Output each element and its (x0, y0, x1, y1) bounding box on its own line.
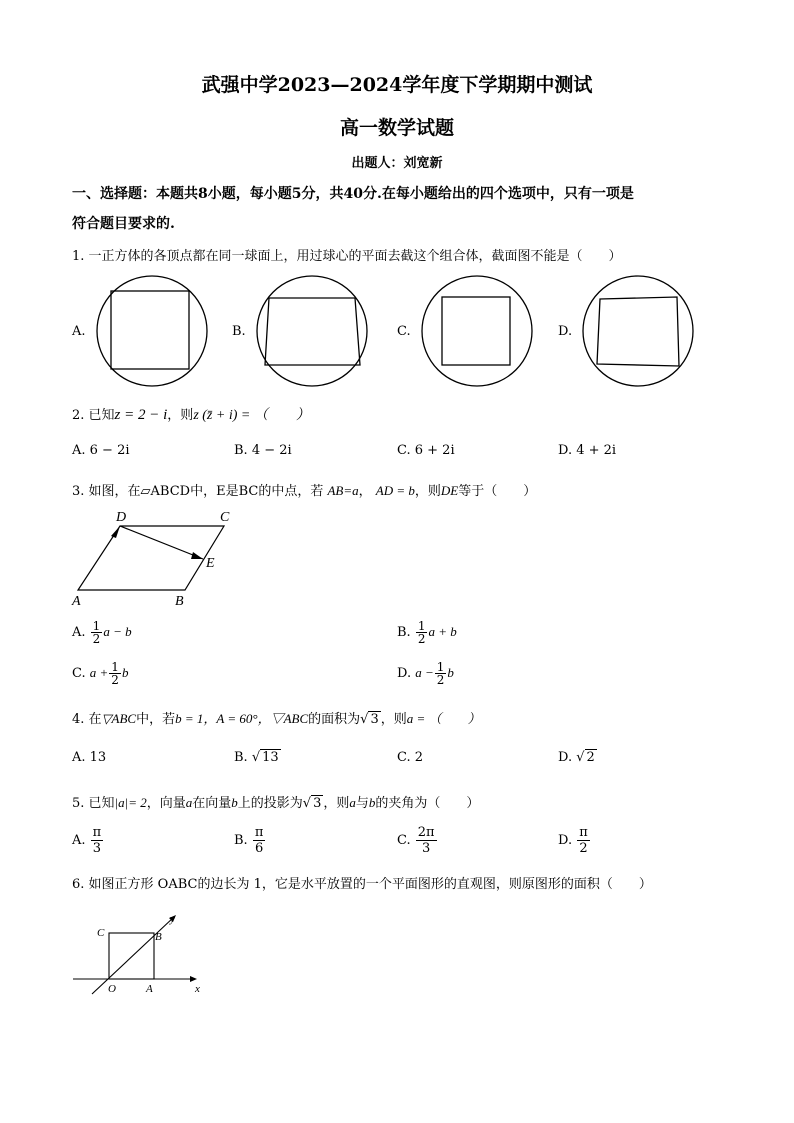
sphere-circle (422, 276, 532, 386)
q5-stem-d: 上的投影为 (237, 796, 303, 811)
q5-option-d (558, 825, 591, 856)
q2-option-c: C. 6 + 2i (397, 443, 455, 458)
q3-option-a-half (91, 620, 103, 645)
q3-stem-b: E是BC的中点，若 (216, 484, 324, 499)
q2-prefix: 2. 已知 (72, 408, 115, 423)
frac-num: 2π (417, 825, 435, 840)
q5-stem-b: ，向量 (146, 796, 186, 811)
sphere-circle (257, 276, 367, 386)
q5-stem-f: 与 (355, 796, 369, 811)
q6-stem: 6. 如图正方形 OABC的边长为 1，它是水平放置的一个平面图形的直观图，则原图形的面积（ ） (72, 877, 652, 892)
q3-option-b-half (416, 620, 428, 645)
q5-option-b-label: B. (234, 833, 248, 848)
q5-option-d-frac (577, 825, 590, 856)
section-square (442, 297, 510, 365)
q4-conditions: b = 1，A = 60°， (175, 711, 271, 726)
q5-option-c (397, 825, 438, 856)
q4-option-a: A. 13 (72, 750, 107, 765)
q2-expression: z (z̄ + i) = （ ） (193, 408, 310, 423)
q2-option-a: A. 6 − 2i (72, 443, 130, 458)
label-o: O (108, 983, 116, 995)
section-square (111, 291, 189, 369)
q1-option-d-figure (581, 275, 695, 387)
q4-option-d-value: 2 (586, 750, 595, 765)
frac-den: 6 (254, 841, 264, 856)
half-den: 2 (436, 673, 445, 687)
q5-projection: 3 (313, 796, 322, 811)
q4-stem: 4. 在▽ABC中，若b = 1，A = 60°，▽ABC的面积为√ 3 ，则a = （ ） (72, 711, 481, 727)
q3-option-d-label: D. (397, 666, 412, 681)
label-e: E (206, 556, 215, 571)
q4-triangle-2: ▽ABC (270, 711, 309, 726)
q4-stem-b: 中，若 (136, 712, 176, 727)
q4-option-d-label: D. (558, 750, 573, 765)
q4-area: 3 (370, 712, 379, 727)
sphere-circle (583, 276, 693, 386)
q5-option-c-frac (416, 825, 437, 856)
q3-option-c (72, 661, 128, 686)
q5-stem-c: 在向量 (192, 796, 232, 811)
q5-option-d-label: D. (558, 833, 573, 848)
q5-vector-b: b (231, 795, 238, 810)
frac-den: 2 (579, 841, 588, 856)
q4-option-b: B. √ 13 (234, 750, 279, 765)
q5-vector-a-2: a (349, 795, 356, 810)
half-num: 1 (111, 660, 119, 674)
q4-stem-c: 的面积为 (308, 712, 361, 727)
q1-option-a-figure (95, 275, 209, 387)
half-den: 2 (111, 673, 119, 687)
q5-option-b (234, 825, 266, 856)
q5-option-c-label: C. (397, 833, 411, 848)
q3-vector-ab: AB=a (327, 483, 359, 498)
q3-stem-c: ，则 (414, 484, 441, 499)
label-b: B (155, 931, 162, 943)
segment-de (120, 526, 203, 559)
q3-option-d-tail: b (447, 665, 454, 680)
frac-num: π (254, 825, 264, 840)
q5-option-a (72, 825, 104, 856)
q4-option-b-value: 13 (262, 750, 279, 765)
exam-author: 出题人：刘宽新 (351, 156, 443, 171)
q3-stem-d: 等于（ ） (458, 484, 537, 499)
q5-option-b-frac (253, 825, 266, 856)
half-den: 2 (92, 632, 101, 646)
q4-triangle: ▽ABC (101, 711, 137, 726)
section-heading-line2: 符合题目要求的. (72, 216, 175, 232)
label-x: x (195, 983, 200, 995)
q4-option-d: D. √ 2 (558, 750, 595, 765)
q3-option-d-head: a − (415, 665, 434, 680)
frac-num: π (579, 825, 588, 840)
q5-option-a-frac (91, 825, 104, 856)
q3-option-a-tail: a − b (103, 624, 132, 639)
q2-option-d: D. 4 + 2i (558, 443, 617, 458)
q5-vector-b-2: b (368, 795, 376, 810)
half-den: 2 (417, 632, 426, 646)
arrow-de-head (191, 552, 203, 559)
label-a: A (146, 983, 153, 995)
q4-ask: a = （ ） (406, 711, 481, 726)
frac-den: 3 (422, 841, 431, 856)
q3-option-b-label: B. (397, 625, 411, 640)
q2-mid: ，则 (167, 408, 194, 423)
arrow-ad-head (111, 526, 120, 538)
q5-vector-a: a (185, 795, 193, 810)
q4-option-c: C. 2 (397, 750, 424, 765)
q3-parallelogram-figure (66, 507, 241, 611)
q4-stem-d: ，则 (380, 712, 407, 727)
label-b: B (175, 594, 184, 609)
q5-stem-a: 5. 已知 (72, 796, 115, 811)
q4-option-b-label: B. (234, 750, 248, 765)
section-rectangle (265, 298, 360, 365)
q2-stem (72, 404, 310, 424)
q3-option-b-tail: a + b (428, 624, 457, 639)
q3-option-b (397, 620, 457, 645)
q1-option-b-label: B. (232, 324, 246, 339)
q3-option-c-tail: b (121, 665, 129, 680)
label-y: y (170, 913, 175, 925)
q3-vector-ad: AD = b (375, 483, 415, 498)
q3-option-c-label: C. (72, 666, 86, 681)
q1-stem: 1. 一正方体的各顶点都在同一球面上，用过球心的平面去截这个组合体，截面图不能是（ ） (72, 249, 622, 264)
label-d: D (116, 510, 127, 525)
q5-option-a-label: A. (72, 833, 86, 848)
x-axis-arrow (190, 976, 197, 982)
q5-stem-e: ，则 (323, 796, 350, 811)
q3-stem: 3. 如图，在▱ABCD中，E是BC的中点，若 AB=a， AD = b，则DE等于（ ） (72, 483, 537, 499)
half-num: 1 (92, 619, 101, 633)
q1-option-b-figure (255, 275, 369, 387)
q1-option-a-label: A. (72, 324, 86, 339)
exam-subtitle: 高一数学试题 (339, 117, 454, 139)
q3-option-a (72, 620, 132, 645)
q1-option-c-figure (420, 275, 534, 387)
q3-option-d (397, 661, 454, 686)
q4-stem-a: 4. 在 (72, 712, 102, 727)
q6-square-figure (70, 910, 210, 1002)
q1-option-c-label: C. (397, 324, 411, 339)
frac-den: 3 (92, 841, 102, 856)
q3-stem-a: 3. 如图，在▱ABCD中， (72, 484, 217, 499)
q5-stem: 5. 已知|a|= 2，向量a在向量b上的投影为√ 3 ，则a与b的夹角为（ ） (72, 795, 480, 811)
label-a: A (72, 594, 81, 609)
q2-z-expr: z = 2 − i (114, 407, 168, 423)
exam-title: 武强中学2023—2024学年度下学期期中测试 (201, 74, 593, 96)
q1-option-d-label: D. (558, 324, 573, 339)
half-num: 1 (417, 619, 426, 633)
label-c: C (97, 927, 105, 939)
q3-vector-de: DE (440, 483, 459, 498)
half-num: 1 (436, 660, 445, 674)
frac-num: π (92, 825, 102, 840)
q5-norm: |a|= 2 (114, 795, 147, 810)
q2-option-b: B. 4 − 2i (234, 443, 292, 458)
section-heading-line1: 一、选择题：本题共8小题，每小题5分，共40分.在每小题给出的四个选项中，只有一项是 (72, 186, 634, 202)
q3-option-d-half (435, 661, 447, 686)
q3-option-a-label: A. (72, 625, 86, 640)
q3-option-c-head: a + (89, 665, 109, 680)
q5-stem-g: 的夹角为（ ） (375, 796, 480, 811)
section-quadrilateral (597, 297, 679, 366)
label-c: C (220, 510, 230, 525)
q3-option-c-half (109, 661, 121, 686)
